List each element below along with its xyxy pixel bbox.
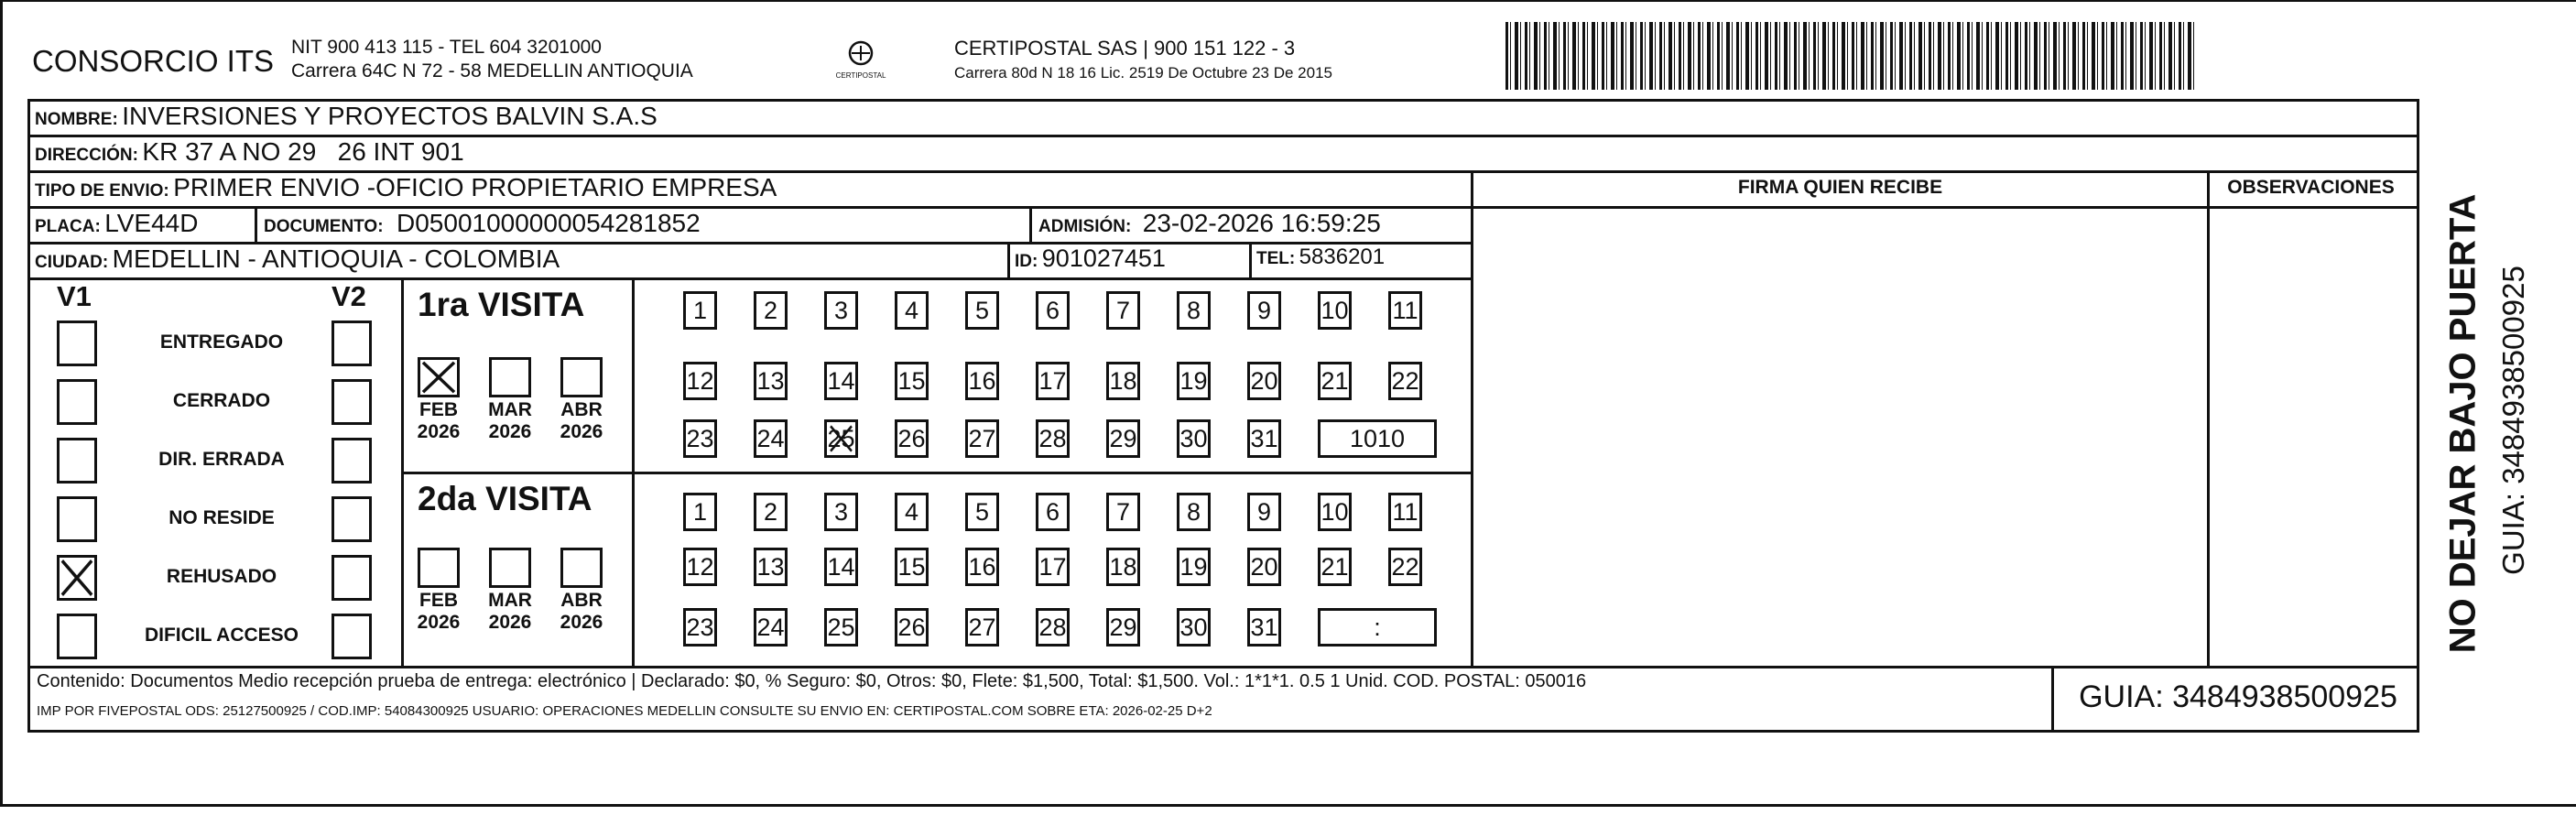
visita1-day-box[interactable]: 3 (824, 291, 858, 330)
footer-contenido: Contenido: Documentos Medio recepción prueba de entrega: electrónico | Declarado: $0, % Seguro: $0, Otros: $0, Flete: $1,500, Total: $1,500. Vol.: 1*1*1. 0.5 1 Unid. COD. POSTAL: 050016 (37, 671, 1587, 691)
tipo-value: PRIMER ENVIO -OFICIO PROPIETARIO EMPRESA (173, 173, 777, 201)
v1-checkbox[interactable] (57, 496, 97, 542)
documento-value: D05001000000054281852 (397, 209, 701, 237)
visita2-day-box[interactable]: 17 (1036, 548, 1070, 586)
v1-checkbox[interactable] (57, 555, 97, 601)
barcode (1505, 22, 2197, 90)
col-line (2051, 666, 2054, 733)
visita1-day-box[interactable]: 10 (1318, 291, 1352, 330)
status-label: ENTREGADO (159, 331, 284, 353)
visita1-day-box[interactable]: 13 (754, 362, 788, 400)
visita1-day-box[interactable]: 19 (1177, 362, 1211, 400)
status-label: DIR. ERRADA (158, 449, 285, 470)
certipostal-logo-text: CERTIPOSTAL (835, 71, 886, 80)
visita1-day-box[interactable]: 7 (1106, 291, 1140, 330)
v2-checkbox[interactable] (332, 379, 372, 425)
visita1-day-box[interactable]: 30 (1177, 419, 1211, 458)
visita1-day-box[interactable]: 18 (1106, 362, 1140, 400)
ciudad-value: MEDELLIN - ANTIOQUIA - COLOMBIA (112, 244, 560, 273)
nombre-value: INVERSIONES Y PROYECTOS BALVIN S.A.S (122, 102, 658, 130)
admision-row (1038, 209, 1381, 238)
visita2-day-box[interactable]: 20 (1247, 548, 1281, 586)
v2-checkbox[interactable] (332, 614, 372, 659)
v2-checkbox[interactable] (332, 438, 372, 484)
visita2-day-box[interactable]: 8 (1177, 493, 1211, 531)
visita1-day-box[interactable]: 1 (683, 291, 717, 330)
footer-imp: IMP POR FIVEPOSTAL ODS: 25127500925 / COD.IMP: 54084300925 USUARIO: OPERACIONES MEDELLIN CONSULTE SU ENVIO EN: CERTIPOSTAL.COM SOBRE ETA: 2026-02-25 D+2 (37, 703, 1212, 719)
visita2-day-box[interactable]: 22 (1388, 548, 1422, 586)
visita2-day-box[interactable]: 1 (683, 493, 717, 531)
tel-row (1256, 244, 1385, 270)
ciudad-row (35, 244, 560, 274)
visita1-month-label: MAR 2026 (488, 399, 532, 442)
visita2-day-box[interactable]: 28 (1036, 608, 1070, 647)
company-address: Carrera 64C N 72 - 58 MEDELLIN ANTIOQUIA (291, 60, 693, 82)
visita2-time-box[interactable]: : (1318, 608, 1437, 647)
visita2-day-box[interactable]: 15 (895, 548, 929, 586)
visita1-day-box[interactable]: 26 (895, 419, 929, 458)
visita2-title: 2da VISITA (418, 480, 592, 517)
admision-value: 23-02-2026 16:59:25 (1142, 209, 1381, 237)
placa-row (35, 209, 198, 238)
status-label: NO RESIDE (168, 507, 275, 528)
x-mark-icon (829, 424, 853, 453)
visita1-day-box[interactable]: 4 (895, 291, 929, 330)
row-line (27, 666, 2419, 668)
id-row (1015, 244, 1166, 273)
visita1-day-box[interactable]: 28 (1036, 419, 1070, 458)
status-label: REHUSADO (166, 566, 277, 587)
visita2-month-label: ABR 2026 (560, 590, 603, 633)
col-line (632, 277, 635, 666)
firma-header: FIRMA QUIEN RECIBE (1737, 177, 1943, 198)
id-value: 901027451 (1041, 244, 1166, 272)
tel-label: TEL: (1256, 249, 1296, 268)
top-edge-line (0, 0, 2576, 2)
visita2-day-box[interactable]: 30 (1177, 608, 1211, 647)
footer-guia: GUIA: 3484938500925 (2079, 679, 2397, 714)
visita2-month-label: MAR 2026 (488, 590, 532, 633)
id-label: ID: (1015, 252, 1038, 271)
v1-checkbox[interactable] (57, 614, 97, 659)
visita2-month-checkbox[interactable] (418, 548, 460, 588)
visita2-day-box[interactable]: 29 (1106, 608, 1140, 647)
visita1-day-box[interactable]: 17 (1036, 362, 1070, 400)
certipostal-logo (831, 38, 890, 86)
direccion-row (35, 137, 464, 167)
nombre-label: NOMBRE: (35, 110, 118, 129)
col-line (2207, 170, 2210, 666)
visita1-day-box[interactable]: 15 (895, 362, 929, 400)
visita1-day-box[interactable]: 24 (754, 419, 788, 458)
visita2-day-box[interactable]: 13 (754, 548, 788, 586)
visita2-month-checkbox[interactable] (560, 548, 603, 588)
visita2-day-box[interactable]: 10 (1318, 493, 1352, 531)
v1-checkbox[interactable] (57, 438, 97, 484)
observaciones-header: OBSERVACIONES (2227, 177, 2395, 198)
direccion-value: KR 37 A NO 29 26 INT 901 (142, 137, 464, 166)
v1-checkbox[interactable] (57, 321, 97, 366)
visita1-day-box[interactable]: 21 (1318, 362, 1352, 400)
visita2-day-box[interactable]: 14 (824, 548, 858, 586)
visita2-month-checkbox[interactable] (489, 548, 531, 588)
visita1-day-box[interactable]: 22 (1388, 362, 1422, 400)
tel-value: 5836201 (1299, 244, 1386, 269)
col-line (1007, 242, 1010, 277)
no-dejar-bajo-puerta: NO DEJAR BAJO PUERTA (2442, 193, 2484, 654)
visita2-day-box[interactable]: 2 (754, 493, 788, 531)
v2-checkbox[interactable] (332, 555, 372, 601)
visita2-day-box[interactable]: 26 (895, 608, 929, 647)
visita1-month-checkbox[interactable] (560, 357, 603, 397)
row-line (27, 277, 1473, 280)
left-edge-line (0, 0, 3, 806)
visita1-day-box[interactable]: 5 (965, 291, 999, 330)
visita2-day-box[interactable]: 7 (1106, 493, 1140, 531)
visita1-day-box[interactable]: 14 (824, 362, 858, 400)
v1-checkbox[interactable] (57, 379, 97, 425)
visita2-day-box[interactable]: 5 (965, 493, 999, 531)
visita2-day-box[interactable]: 19 (1177, 548, 1211, 586)
v2-checkbox[interactable] (332, 321, 372, 366)
visita1-month-label: ABR 2026 (560, 399, 603, 442)
visita1-time-box[interactable]: 1010 (1318, 419, 1437, 458)
col-line (401, 277, 404, 666)
visita2-day-box[interactable]: 3 (824, 493, 858, 531)
visita2-day-box[interactable]: 6 (1036, 493, 1070, 531)
visita2-day-box[interactable]: 31 (1247, 608, 1281, 647)
carrier-name: CERTIPOSTAL SAS | 900 151 122 - 3 (954, 37, 1296, 60)
placa-label: PLACA: (35, 217, 101, 236)
visita2-day-box[interactable]: 25 (824, 608, 858, 647)
visita2-day-box[interactable]: 16 (965, 548, 999, 586)
visita1-day-box[interactable]: 9 (1247, 291, 1281, 330)
documento-row (264, 209, 701, 238)
visita1-day-box[interactable]: 29 (1106, 419, 1140, 458)
visita1-day-box[interactable]: 12 (683, 362, 717, 400)
admision-label: ADMISIÓN: (1038, 217, 1132, 236)
visita1-day-box[interactable]: 16 (965, 362, 999, 400)
visita1-day-number: 25 (827, 424, 855, 452)
documento-label: DOCUMENTO: (264, 217, 384, 236)
bottom-edge-line (0, 804, 2576, 807)
visita1-title: 1ra VISITA (418, 286, 585, 323)
visita1-day-box[interactable]: 2 (754, 291, 788, 330)
visita1-day-box[interactable]: 20 (1247, 362, 1281, 400)
side-guia: GUIA: 3484938500925 (2496, 266, 2530, 575)
visita2-day-box[interactable]: 12 (683, 548, 717, 586)
visita1-day-box[interactable]: 11 (1388, 291, 1422, 330)
row-line (401, 472, 1473, 474)
visita1-month-checkbox[interactable] (418, 357, 460, 397)
company-name: CONSORCIO ITS (32, 44, 275, 78)
visita1-month-checkbox[interactable] (489, 357, 531, 397)
visita1-day-box[interactable]: 23 (683, 419, 717, 458)
visita2-day-box[interactable]: 24 (754, 608, 788, 647)
col-line (1249, 242, 1252, 277)
nombre-row (35, 102, 658, 131)
visita1-day-box[interactable]: 31 (1247, 419, 1281, 458)
visita2-day-box[interactable]: 18 (1106, 548, 1140, 586)
tipo-row (35, 173, 777, 202)
status-label: DIFICIL ACCESO (144, 625, 299, 646)
col-line (255, 206, 257, 242)
col-line (1029, 206, 1032, 242)
v2-checkbox[interactable] (332, 496, 372, 542)
visita2-day-box[interactable]: 21 (1318, 548, 1352, 586)
visita1-day-box[interactable]: 8 (1177, 291, 1211, 330)
v1-label: V1 (57, 280, 92, 312)
visita1-month-label: FEB 2026 (417, 399, 461, 442)
visita2-day-box[interactable]: 4 (895, 493, 929, 531)
visita2-month-label: FEB 2026 (417, 590, 461, 633)
visita2-day-box[interactable]: 23 (683, 608, 717, 647)
tipo-label: TIPO DE ENVIO: (35, 181, 169, 201)
direccion-label: DIRECCIÓN: (35, 146, 138, 165)
placa-value: LVE44D (104, 209, 199, 237)
carrier-address: Carrera 80d N 18 16 Lic. 2519 De Octubre 23 De 2015 (954, 64, 1332, 82)
visita2-day-box[interactable]: 27 (965, 608, 999, 647)
col-line (1471, 170, 1473, 666)
company-nit: NIT 900 413 115 - TEL 604 3201000 (291, 37, 602, 58)
visita1-day-box[interactable] (824, 419, 858, 458)
v2-label: V2 (332, 280, 366, 312)
visita1-day-box[interactable]: 27 (965, 419, 999, 458)
visita2-day-box[interactable]: 9 (1247, 493, 1281, 531)
visita2-day-box[interactable]: 11 (1388, 493, 1422, 531)
ciudad-label: CIUDAD: (35, 253, 109, 272)
status-label: CERRADO (172, 390, 271, 411)
visita1-day-box[interactable]: 6 (1036, 291, 1070, 330)
